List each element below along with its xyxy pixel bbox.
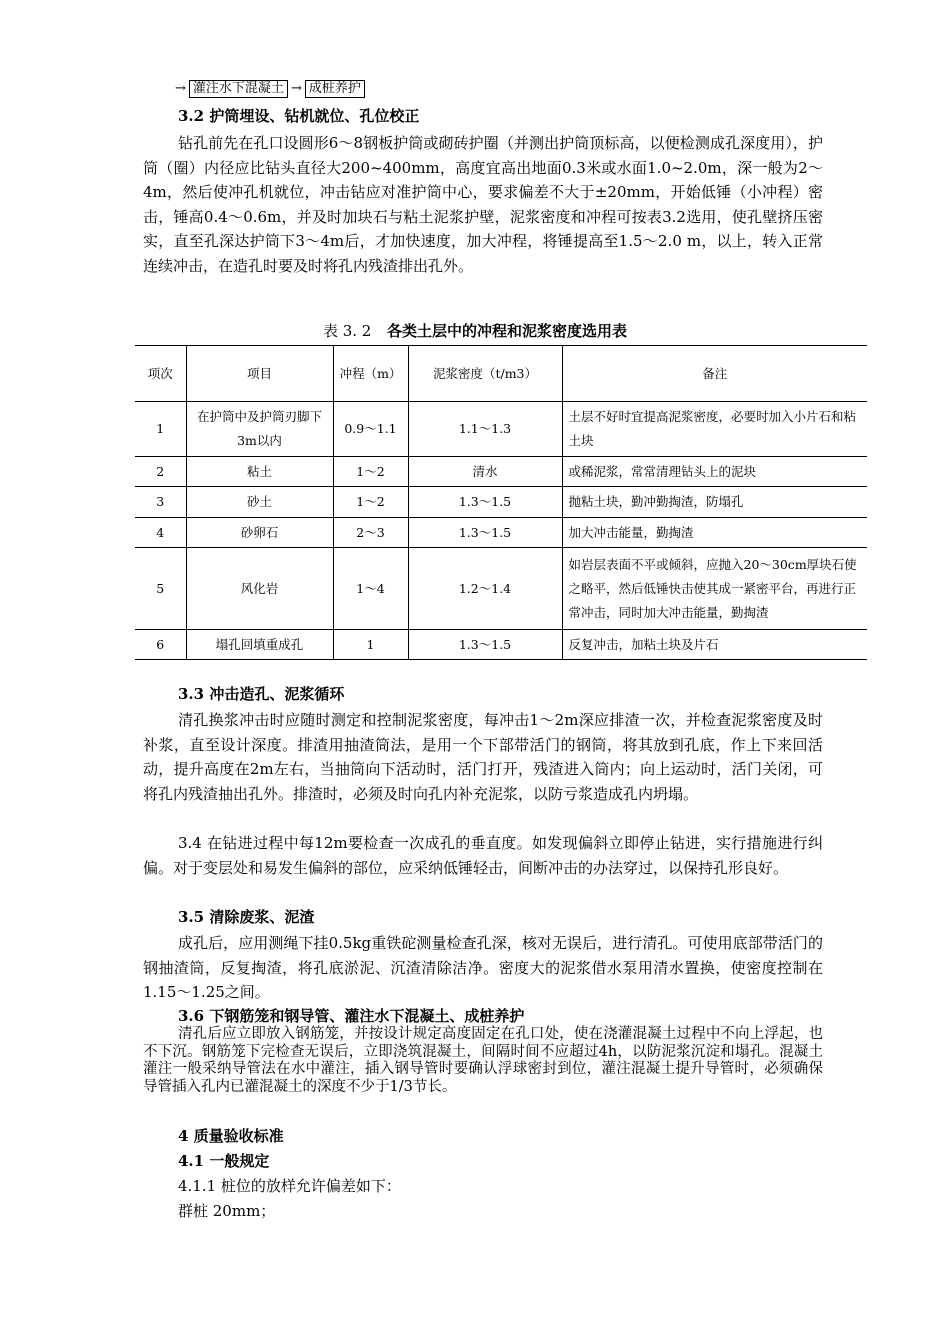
section-3-4-body: 3.4 在钻进过程中每12m要检查一次成孔的垂直度。如发现偏斜立即停止钻进，实行措施进行纠偏。对于变层处和易发生偏斜的部位，应采纳低锤轻击，间断冲击的办法穿过，以保持孔形良好。	[143, 834, 823, 877]
table-cell: 3	[135, 487, 186, 518]
arrow-icon: →	[290, 81, 302, 96]
table-cell: 反复冲击，加粘土块及片石	[562, 630, 867, 660]
arrow-icon: →	[175, 81, 186, 96]
table-row	[135, 402, 867, 457]
table-cell: 1	[135, 402, 186, 457]
table-cell: 粘土	[186, 457, 333, 487]
section-3-2-heading: 3.2 护筒埋设、钻机就位、孔位校正	[178, 107, 420, 125]
stroke-density-table	[135, 345, 867, 660]
section-3-6-body: 清孔后应立即放入钢筋笼，并按设计规定高度固定在孔口处，使在浇灌混凝土过程中不向上浮起，也不下沉。钢筋笼下完检查无误后，立即浇筑混凝土，间隔时间不应超过4h，以防泥浆沉淀和塌孔。混凝土灌注一般采纳导管法在水中灌注，插入钢导管时要确认浮球密封到位，灌注混凝土提升导管时，必须确保导管插入孔内已灌混凝土的深度不少于1/3节长。	[143, 1026, 823, 1095]
table-caption-title: 各类土层中的冲程和泥浆密度选用表	[387, 322, 628, 340]
header-cell: 备注	[562, 346, 867, 402]
table-cell: 1	[333, 630, 408, 660]
table-cell: 1～2	[333, 457, 408, 487]
table-cell: 2～3	[333, 518, 408, 548]
flow-step-curing: 成桩养护	[305, 80, 365, 98]
table-row	[135, 548, 867, 630]
header-cell: 冲程（m）	[333, 346, 408, 402]
table-cell: 风化岩	[186, 548, 333, 630]
table-row	[135, 518, 867, 548]
table-cell: 5	[135, 548, 186, 630]
table-cell: 抛粘土块，勤冲勤掏渣，防塌孔	[562, 487, 867, 518]
section-3-2-body: 钻孔前先在孔口设圆形6～8钢板护筒或砌砖护圈（并测出护筒顶标高，以便检测成孔深度用），护筒（圈）内径应比钻头直径大200~400mm，高度宜高出地面0.3米或水面1.0~2.0m，深一般为2～4m，然后使冲孔机就位，冲击钻应对准护筒中心，要求偏差不大于±20mm，开始低锤（小冲程）密击，锤高0.4～0.6m，并及时加块石与粘土泥浆护壁，泥浆密度和冲程可按表3.2选用，使孔壁挤压密实，直至孔深达护筒下3～4m后，才加快速度，加大冲程，将锤提高至1.5～2.0 m，以上，转入正常连续冲击，在造孔时要及时将孔内残渣排出孔外。	[143, 134, 823, 275]
table-cell: 加大冲击能量，勤掏渣	[562, 518, 867, 548]
table-cell: 1～4	[333, 548, 408, 630]
section-3-6-heading: 3.6 下钢筋笼和钢导管、灌注水下混凝土、成桩养护	[178, 1007, 525, 1025]
table-cell: 土层不好时宜提高泥浆密度，必要时加入小片石和粘土块	[562, 402, 867, 457]
section-3-5-body: 成孔后，应用测绳下挂0.5kg重铁砣测量检查孔深，核对无误后，进行清孔。可使用底部带活门的钢抽渣筒，反复掏渣，将孔底淤泥、沉渣清除洁净。密度大的泥浆借水泵用清水置换，使密度控制在1.15～1.25之间。	[143, 934, 823, 1001]
table-cell: 1～2	[333, 487, 408, 518]
table-row	[135, 487, 867, 518]
table-cell: 1.1～1.3	[408, 402, 562, 457]
table-cell: 塌孔回填重成孔	[186, 630, 333, 660]
table-row	[135, 630, 867, 660]
table-row	[135, 457, 867, 487]
group-pile-tolerance: 群桩 20mm；	[178, 1202, 276, 1220]
table-cell: 6	[135, 630, 186, 660]
table-caption-number: 表 3. 2	[322, 322, 372, 340]
table-cell: 砂卵石	[186, 518, 333, 548]
header-cell: 项目	[186, 346, 333, 402]
table-cell: 4	[135, 518, 186, 548]
table-cell: 0.9～1.1	[333, 402, 408, 457]
process-flow	[172, 80, 365, 98]
table-cell: 1.3～1.5	[408, 487, 562, 518]
section-4-heading: 4 质量验收标准	[178, 1127, 284, 1145]
table-cell: 或稀泥浆，常常清理钻头上的泥块	[562, 457, 867, 487]
table-cell: 如岩层表面不平或倾斜，应抛入20～30cm厚块石使之略平，然后低锤快击使其成一紧密平台，再进行正常冲击，同时加大冲击能量，勤掏渣	[562, 548, 867, 630]
table-cell: 1.3～1.5	[408, 518, 562, 548]
table-cell: 清水	[408, 457, 562, 487]
flow-step-pour-concrete: 灌注水下混凝土	[189, 80, 288, 98]
table-cell: 在护筒中及护筒刃脚下3m以内	[186, 402, 333, 457]
table-cell: 2	[135, 457, 186, 487]
section-4-1-heading: 4.1 一般规定	[178, 1152, 270, 1170]
section-3-3-heading: 3.3 冲击造孔、泥浆循环	[178, 685, 345, 703]
section-3-3-body: 清孔换浆冲击时应随时测定和控制泥浆密度，每冲击1～2m深应排渣一次，并检查泥浆密度及时补浆，直至设计深度。排渣用抽渣筒法，是用一个下部带活门的钢筒，将其放到孔底，作上下来回活动，提升高度在2m左右，当抽筒向下活动时，活门打开，残渣进入筒内；向上运动时，活门关闭，可将孔内残渣抽出孔外。排渣时，必须及时向孔内补充泥浆，以防亏浆造成孔内坍塌。	[143, 711, 823, 803]
table-header-row	[135, 346, 867, 402]
header-cell: 项次	[135, 346, 186, 402]
table-cell: 1.3～1.5	[408, 630, 562, 660]
table-caption	[0, 320, 950, 341]
section-3-5-heading: 3.5 清除废浆、泥渣	[178, 908, 315, 926]
table-cell: 1.2～1.4	[408, 548, 562, 630]
header-cell: 泥浆密度（t/m3）	[408, 346, 562, 402]
section-4-1-1-item: 4.1.1 桩位的放样允许偏差如下：	[178, 1177, 401, 1195]
table-cell: 砂土	[186, 487, 333, 518]
